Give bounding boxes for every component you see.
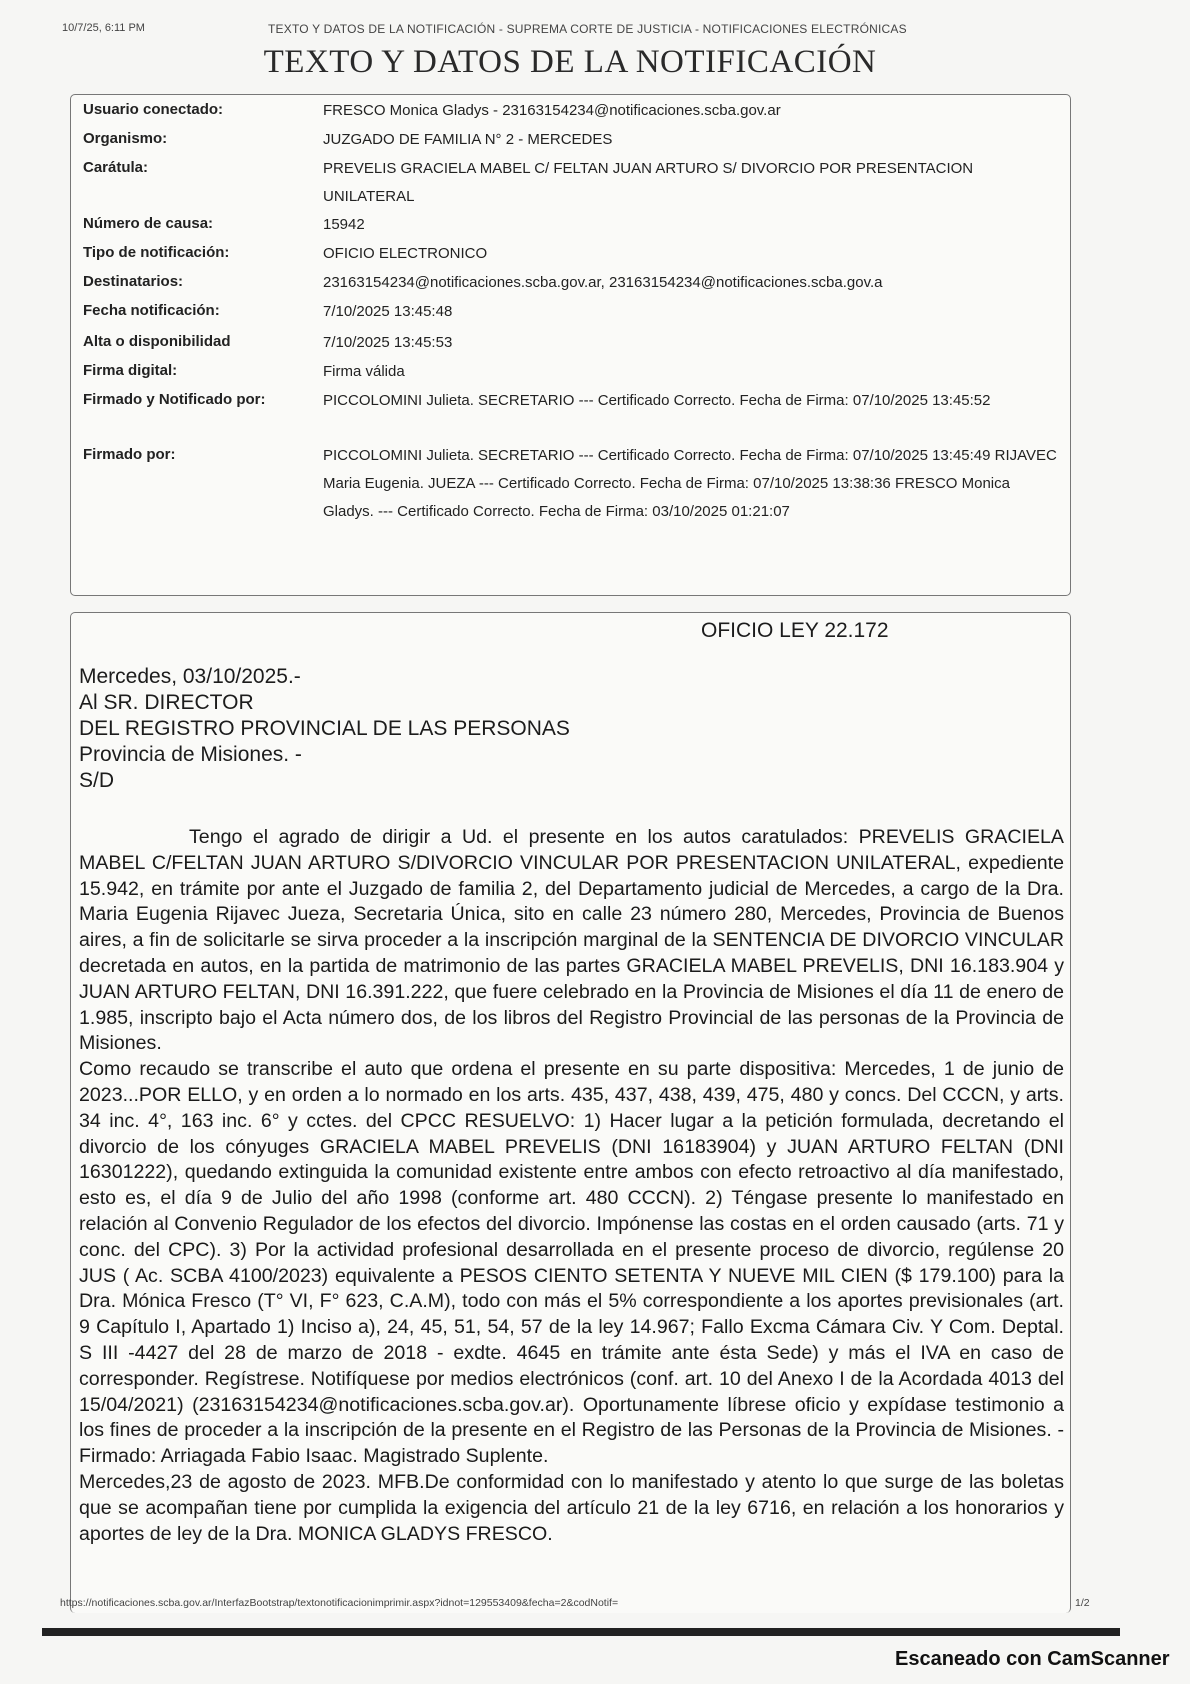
oficio-ley-heading: OFICIO LEY 22.172 bbox=[701, 619, 889, 642]
meta-label: Firmado y Notificado por: bbox=[83, 391, 266, 408]
meta-label: Carátula: bbox=[83, 159, 149, 176]
notification-metadata-box bbox=[70, 94, 1071, 596]
camscanner-watermark: Escaneado con CamScanner bbox=[895, 1648, 1170, 1670]
meta-label: Destinatarios: bbox=[83, 273, 184, 290]
meta-value: 23163154234@notificaciones.scba.gov.ar, 23163154234@notificaciones.scba.gov.a bbox=[323, 274, 883, 291]
letter-paragraph: Como recaudo se transcribe el auto que ordena el presente en su parte dispositiva: Mercedes, 1 de junio de 2023...POR ELLO, y en orden a lo normado en los arts. 435, 437, 438, 439, 475, 480 y concs. Del CCCN, y arts. 34 inc. 4°, 163 inc. 6° y cctes. del CPCC RESUELVO: 1) Hacer lugar a la petición formulada, decretando el divorcio de los cónyuges GRACIELA MABEL PREVELIS (DNI 16183904) y JUAN ARTURO FELTAN (DNI 16301222), quedando extinguida la comunidad existente entre ambos con efecto retroactivo al día manifestado, esto es, el día 9 de Julio del año 1998 (conforme art. 480 CCCN). 2) Téngase presente lo manifestado en relación al Convenio Regulador de los efectos del divorcio. Impónense las costas en el orden causado (arts. 71 y conc. del CPC). 3) Por la actividad profesional desarrollada en el presente proceso de divorcio, regúlense 20 JUS ( Ac. SCBA 4100/2023) equivalente a PESOS CIENTO SETENTA Y NUEVE MIL CIEN ($ 179.100) para la Dra. Mónica Fresco (T° VI, F° 623, C.A.M), todo con más el 5% correspondiente a los aportes previsionales (art. 9 Capítulo I, Apartado 1) Inciso a), 24, 45, 51, 54, 57 de la ley 14.967; Fallo Excma Cámara Civ. Y Com. Deptal. S III -4427 del 28 de marzo de 2018 - exdte. 4645 en trámite ante ésta Sede) y más el IVA en caso de corresponder. Regístrese. Notifíquese por medios electrónicos (conf. art. 10 del Anexo I de la Acordada 4013 del 15/04/2021) (23163154234@notificaciones.scba.gov.ar). Oportunamente líbrese oficio y expídase testimonio a los fines de proceder a la inscripción de la presente en el Registro de las Personas de la Provincia de Misiones. - Firmado: Arriagada Fabio Isaac. Magistrado Suplente. bbox=[79, 1058, 1064, 1468]
letter-addressee: Al SR. DIRECTOR bbox=[79, 691, 254, 714]
meta-value: FRESCO Monica Gladys - 23163154234@notificaciones.scba.gov.ar bbox=[323, 102, 781, 119]
meta-value: 7/10/2025 13:45:48 bbox=[323, 303, 453, 320]
meta-value: 15942 bbox=[323, 216, 365, 233]
letter-paragraph: Mercedes,23 de agosto de 2023. MFB.De conformidad con lo manifestado y atento lo que surge de las boletas que se acompañan tiene por cumplida la exigencia del artículo 21 de la ley 6716, en relación a los honorarios y aportes de ley de la Dra. MONICA GLADYS FRESCO. bbox=[79, 1470, 1064, 1545]
browser-page-title: TEXTO Y DATOS DE LA NOTIFICACIÓN - SUPREMA CORTE DE JUSTICIA - NOTIFICACIONES ELECTRÓNICAS bbox=[268, 22, 907, 36]
letter-body bbox=[79, 825, 1064, 1547]
oficio-content-box bbox=[70, 612, 1071, 1613]
meta-label: Tipo de notificación: bbox=[83, 244, 230, 261]
document-title: TEXTO Y DATOS DE LA NOTIFICACIÓN bbox=[263, 44, 877, 80]
meta-value: Firma válida bbox=[323, 363, 405, 380]
letter-paragraph: Tengo el agrado de dirigir a Ud. el presente en los autos caratulados: PREVELIS GRACIELA MABEL C/FELTAN JUAN ARTURO S/DIVORCIO VINCULAR POR PRESENTACION UNILATERAL, expediente 15.942, en trámite por ante el Juzgado de familia 2, del Departamento judicial de Mercedes, a cargo de la Dra. Maria Eugenia Rijavec Jueza, Secretaria Única, sito en calle 23 número 280, Mercedes, Provincia de Buenos aires, a fin de solicitarle se sirva proceder a la inscripción marginal de la SENTENCIA DE DIVORCIO VINCULAR decretada en autos, en la partida de matrimonio de las partes GRACIELA MABEL PREVELIS, DNI 16.183.904 y JUAN ARTURO FELTAN, DNI 16.391.222, que fuere celebrado en la Provincia de Misiones el día 11 de enero de 1.985, inscripto bajo el Acta número dos, de los libros del Registro Provincial de las personas de la Provincia de Misiones. bbox=[79, 826, 1064, 1055]
meta-label: Fecha notificación: bbox=[83, 302, 220, 319]
meta-label: Usuario conectado: bbox=[83, 101, 224, 118]
meta-value: PICCOLOMINI Julieta. SECRETARIO --- Certificado Correcto. Fecha de Firma: 07/10/2025 13:45:49 RIJAVEC Maria Eugenia. JUEZA --- Certificado Correcto. Fecha de Firma: 07/10/2025 13:38:36 FRESCO Monica Gladys. --- Certificado Correcto. Fecha de Firma: 03/10/2025 01:21:07 bbox=[323, 447, 1057, 520]
scan-edge-rule bbox=[42, 1628, 1120, 1636]
meta-value: JUZGADO DE FAMILIA N° 2 - MERCEDES bbox=[323, 131, 613, 148]
meta-label: Firma digital: bbox=[83, 362, 178, 379]
letter-addressee: DEL REGISTRO PROVINCIAL DE LAS PERSONAS bbox=[79, 717, 570, 740]
print-datetime: 10/7/25, 6:11 PM bbox=[62, 22, 145, 34]
meta-label: Organismo: bbox=[83, 130, 168, 147]
footer-url: https://notificaciones.scba.gov.ar/InterfazBootstrap/textonotificacionimprimir.aspx?idnot=129553409&fecha=2&codNotif= bbox=[60, 1597, 619, 1609]
letter-addressee: S/D bbox=[79, 769, 115, 792]
meta-value: OFICIO ELECTRONICO bbox=[323, 245, 488, 262]
page-number: 1/2 bbox=[1075, 1597, 1090, 1609]
letter-place-date: Mercedes, 03/10/2025.- bbox=[79, 665, 301, 688]
meta-label: Número de causa: bbox=[83, 215, 214, 232]
meta-value: 7/10/2025 13:45:53 bbox=[323, 334, 453, 351]
meta-label: Firmado por: bbox=[83, 446, 176, 463]
meta-value: PREVELIS GRACIELA MABEL C/ FELTAN JUAN ARTURO S/ DIVORCIO POR PRESENTACION UNILATERAL bbox=[323, 160, 974, 205]
meta-label: Alta o disponibilidad bbox=[83, 333, 231, 350]
meta-value: PICCOLOMINI Julieta. SECRETARIO --- Certificado Correcto. Fecha de Firma: 07/10/2025 13:45:52 bbox=[323, 392, 991, 409]
letter-addressee: Provincia de Misiones. - bbox=[79, 743, 302, 766]
